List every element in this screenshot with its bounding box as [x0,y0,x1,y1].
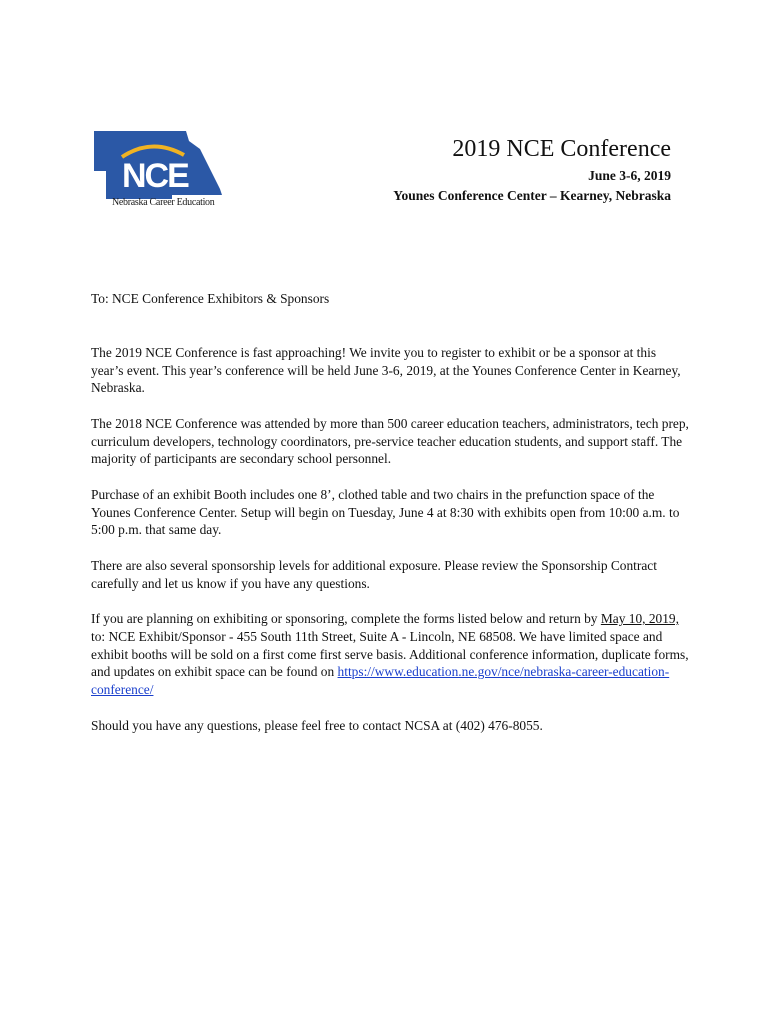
paragraph-invitation: The 2019 NCE Conference is fast approaching! We invite you to register to exhibit or be a sponsor at this year’s event. This year’s conference will be held June 3-6, 2019, at the Younes Conference Center in Kearney, Nebraska. [91,344,681,396]
nce-logo [92,129,226,209]
logo-acronym: NCE [122,157,188,195]
conference-website-link[interactable]: https://www.education.ne.gov/nce/nebraska-career-education-conference/ [91,664,670,698]
paragraph-booth: Purchase of an exhibit Booth includes one 8’, clothed table and two chairs in the prefunction space of the Younes Conference Center. Setup will begin on Tuesday, June 4 at 8:30 with exhibits open from 10:00 a.m. to 5:00 p.m. that same day. [91,486,680,538]
logo-name: Nebraska Career Education [112,197,215,208]
paragraph-sponsorship: There are also several sponsorship levels for additional exposure. Please review the Sponsorship Contract carefully and let us know if you have any questions. [91,557,657,591]
registration-deadline: May 10, 2019, [600,610,679,626]
recipient-line: To: NCE Conference Exhibitors & Sponsors [91,291,330,306]
nebraska-map-logo-icon [92,129,226,209]
page-title: 2019 NCE Conference [452,136,671,162]
letter-body [91,290,691,752]
paragraph-attendance: The 2018 NCE Conference was attended by more than 500 career education teachers, administrators, tech prep, curriculum developers, technology coordinators, pre-service teacher education students, and support staff. The majority of participants are secondary school personnel. [91,415,689,467]
paragraph-contact: Should you have any questions, please feel free to contact NCSA at (402) 476-8055. [91,717,543,733]
registration-intro: If you are planning on exhibiting or sponsoring, complete the forms listed below and return by [91,610,601,626]
paragraph-registration [91,610,691,699]
conference-header [393,134,671,205]
conference-venue: Younes Conference Center – Kearney, Nebraska [393,188,671,203]
registration-details: to: NCE Exhibit/Sponsor - 455 South 11th Street, Suite A - Lincoln, NE 68508. We have limited space and exhibit booths will be sold on a first come first serve basis. Additional conference information, duplicate forms, and updates on exhibit space can be found on [91,628,689,680]
conference-dates: June 3-6, 2019 [588,168,671,183]
